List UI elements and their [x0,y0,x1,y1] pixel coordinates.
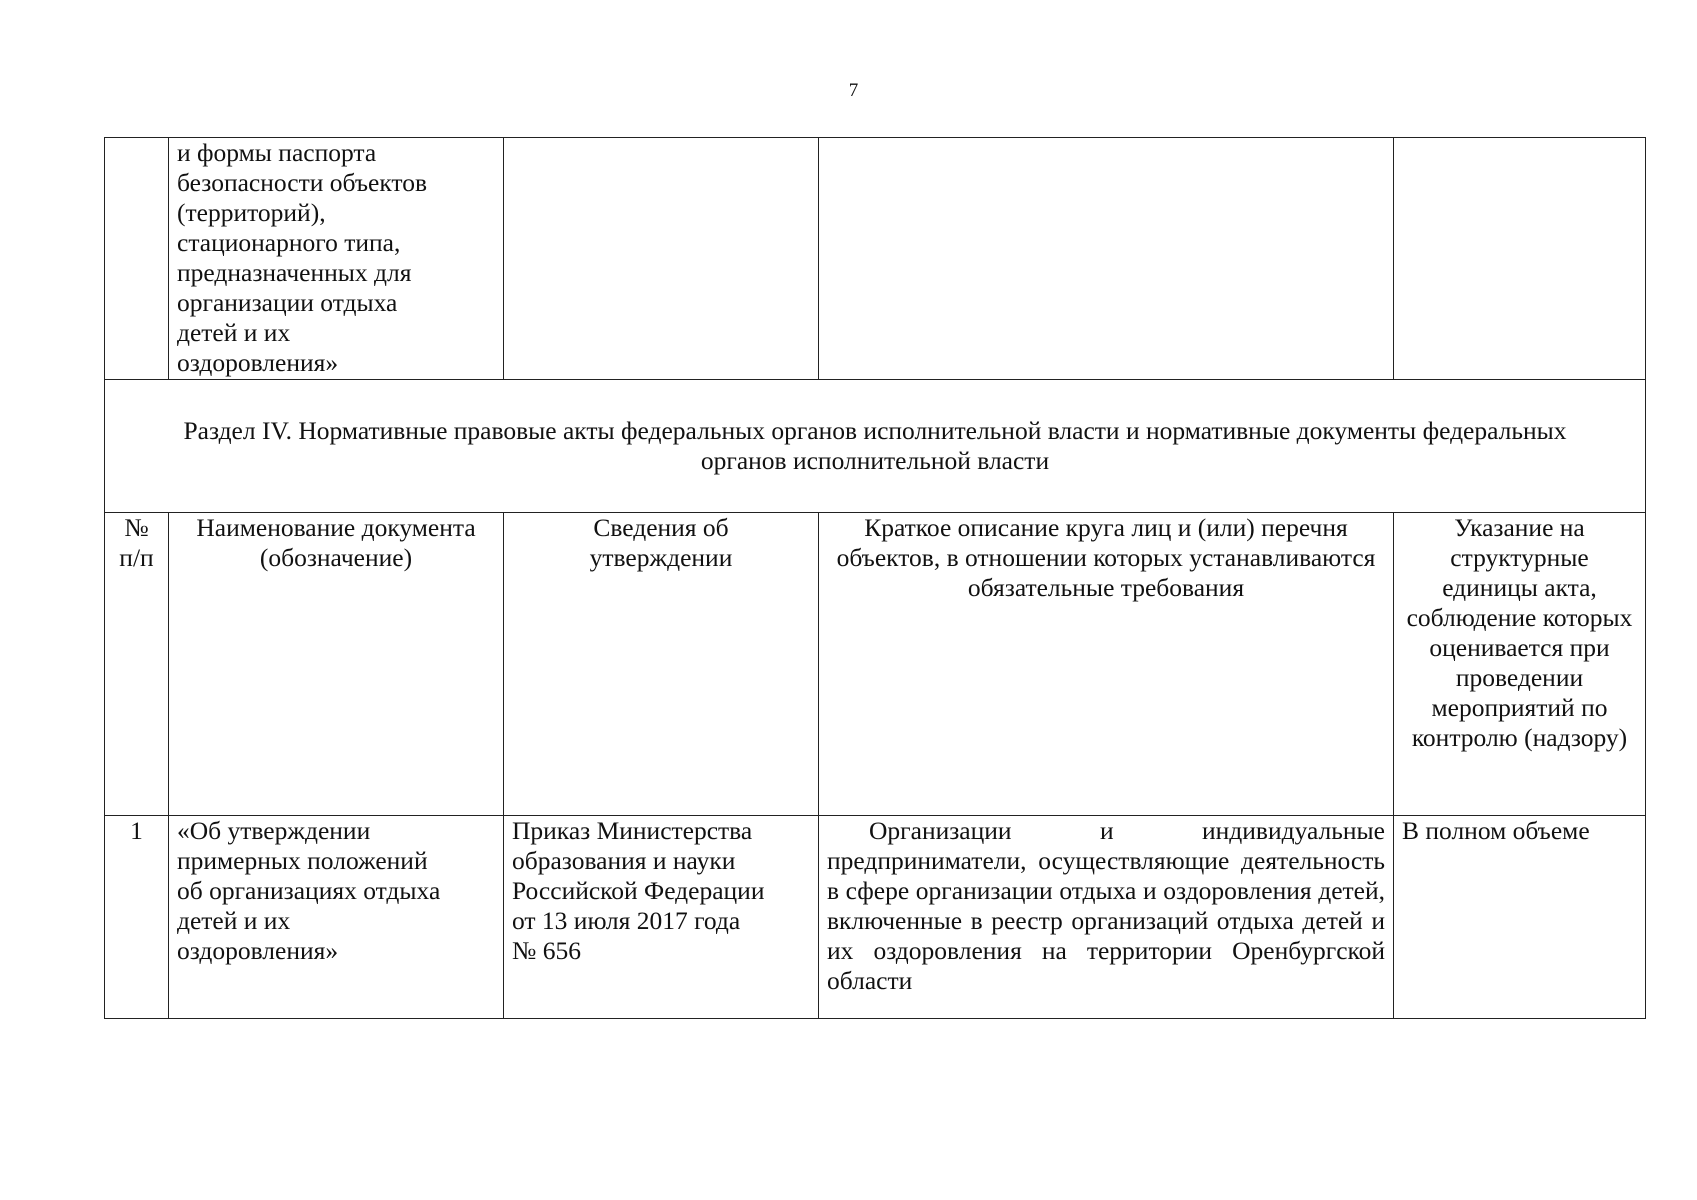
page-number: 7 [848,80,859,101]
continuation-description-cell [819,138,1394,380]
section-title: Раздел IV. Нормативные правовые акты федеральных органов исполнительной власти и нормативные документы федеральных органов исполнительной власти [105,380,1646,513]
header-name: Наименование документа (обозначение) [169,513,504,816]
header-number: № п/п [105,513,169,816]
requirements-table [104,137,1646,1019]
row-number: 1 [105,816,169,1019]
row-name: «Об утверждении примерных положений об организациях отдыха детей и их оздоровления» [169,816,504,1019]
section-row [105,380,1646,513]
header-row [105,513,1646,816]
row-units: В полном объеме [1394,816,1646,1019]
continuation-row [105,138,1646,380]
table-row [105,816,1646,1019]
continuation-approval-cell [504,138,819,380]
row-approval: Приказ Министерства образования и науки Российской Федерации от 13 июля 2017 года № 656 [504,816,819,1019]
header-units: Указание на структурные единицы акта, соблюдение которых оценивается при проведении мероприятий по контролю (надзору) [1394,513,1646,816]
row-description: Организации и индивидуальные предприниматели, осуществляющие деятельность в сфере организации отдыха и оздоровления детей, включенные в реестр организаций отдыха детей и их оздоровления на территории Оренбургской области [819,816,1394,1019]
header-description: Краткое описание круга лиц и (или) перечня объектов, в отношении которых устанавливаются обязательные требования [819,513,1394,816]
continuation-name-cell: и формы паспорта безопасности объектов (территорий), стационарного типа, предназначенных для организации отдыха детей и их оздоровления» [169,138,504,380]
continuation-units-cell [1394,138,1646,380]
header-approval: Сведения об утверждении [504,513,819,816]
continuation-number-cell [105,138,169,380]
